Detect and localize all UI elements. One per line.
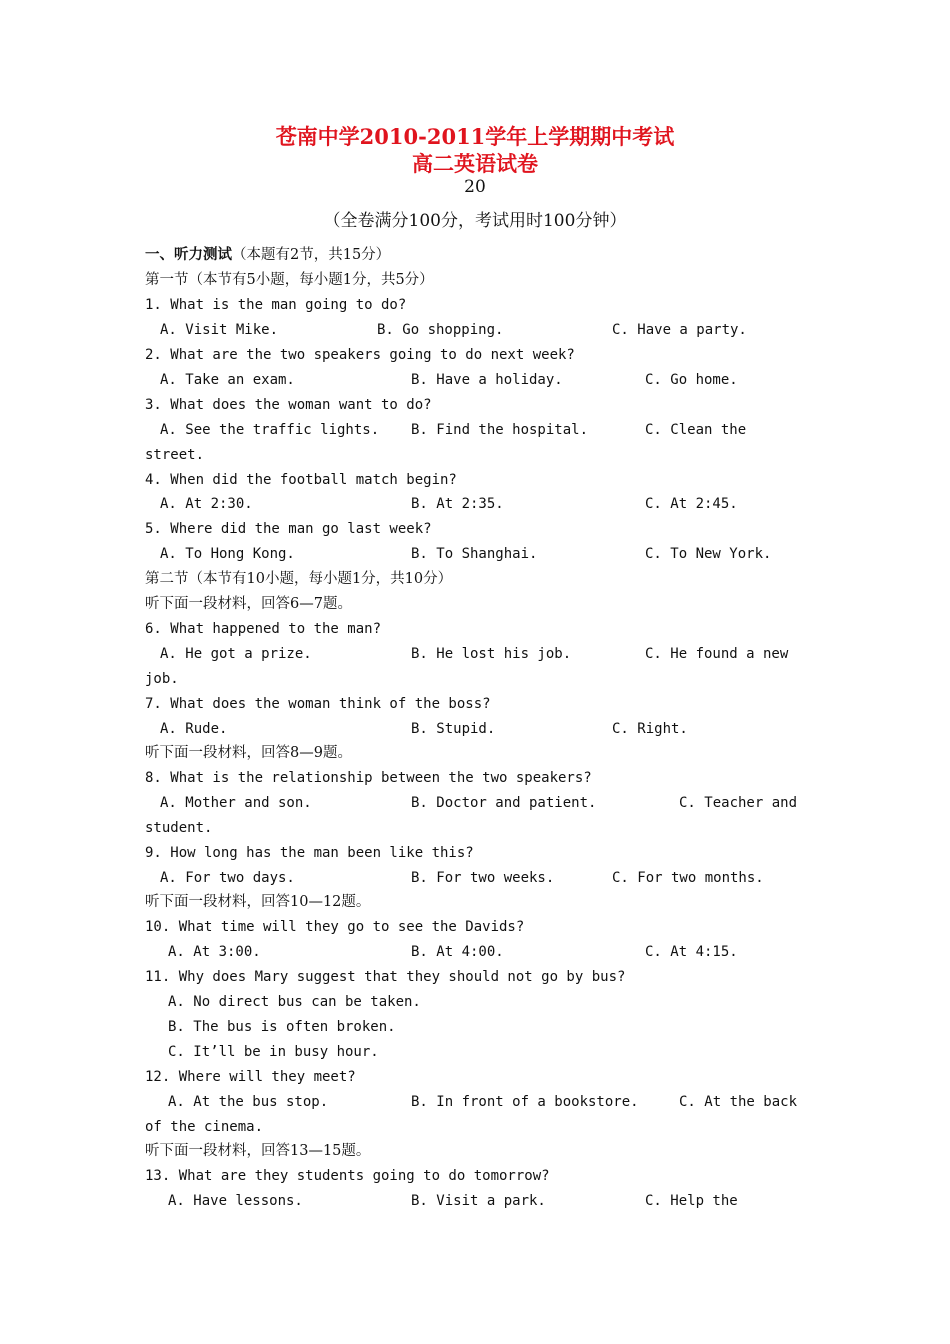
option-c: C. Right. <box>612 721 688 737</box>
question-10: 10. What time will they go to see the Davids? <box>145 919 525 935</box>
option-a: A. Take an exam. <box>160 372 295 388</box>
question-9: 9. How long has the man been like this? <box>145 845 474 861</box>
question-8: 8. What is the relationship between the two speakers? <box>145 770 592 786</box>
question-11: 11. Why does Mary suggest that they should not go by bus? <box>145 969 626 985</box>
exam-score-time-note: （全卷满分100分，考试用时100分钟） <box>323 211 627 231</box>
option-a: A. Mother and son. <box>160 795 312 811</box>
option-c: C. Go home. <box>645 372 738 388</box>
option-c: C. Clean the <box>645 422 747 438</box>
option-a: A. At 2:30. <box>160 496 253 512</box>
option-c: C. Have a party. <box>612 322 747 338</box>
option-a: A. At the bus stop. <box>168 1094 329 1110</box>
exam-title: 苍南中学2010-2011学年上学期期中考试 <box>275 124 675 149</box>
question-7-options <box>145 717 845 741</box>
option-a: A. Rude. <box>160 721 228 737</box>
instruction-8-9: 听下面一段材料，回答8—9题。 <box>145 745 352 761</box>
question-3-options <box>145 418 845 442</box>
option-c: C. At the back <box>679 1094 798 1110</box>
option-c: C. At 4:15. <box>645 944 738 960</box>
question-6-option-c-continued: job. <box>145 671 179 687</box>
question-8-option-c-continued: student. <box>145 820 213 836</box>
question-2: 2. What are the two speakers going to do next week? <box>145 347 575 363</box>
option-c: C. To New York. <box>645 546 772 562</box>
question-11-option-a: A. No direct bus can be taken. <box>168 994 421 1010</box>
question-13: 13. What are they students going to do tomorrow? <box>145 1168 550 1184</box>
question-6: 6. What happened to the man? <box>145 621 382 637</box>
option-c: C. For two months. <box>612 870 764 886</box>
question-4-options <box>145 492 845 516</box>
page-number: 20 <box>464 177 486 197</box>
exam-subject-title: 高二英语试卷 <box>412 151 538 176</box>
option-c: C. Teacher and <box>679 795 798 811</box>
question-6-options <box>145 642 845 666</box>
option-a: A. To Hong Kong. <box>160 546 295 562</box>
option-b: B. For two weeks. <box>411 870 555 886</box>
question-12: 12. Where will they meet? <box>145 1069 356 1085</box>
option-a: A. He got a prize. <box>160 646 312 662</box>
question-12-option-c-continued: of the cinema. <box>145 1119 264 1135</box>
question-1-options <box>145 318 845 342</box>
option-b: B. Doctor and patient. <box>411 795 597 811</box>
option-b: B. He lost his job. <box>411 646 572 662</box>
option-a: A. Visit Mike. <box>160 322 279 338</box>
option-b: B. Visit a park. <box>411 1193 546 1209</box>
option-b: B. Have a holiday. <box>411 372 563 388</box>
question-10-options <box>145 940 845 964</box>
question-13-options <box>145 1189 845 1213</box>
question-9-options <box>145 866 845 890</box>
option-a: A. At 3:00. <box>168 944 261 960</box>
question-12-options <box>145 1090 845 1114</box>
question-11-option-c: C. It’ll be in busy hour. <box>168 1044 379 1060</box>
option-b: B. In front of a bookstore. <box>411 1094 639 1110</box>
section-note: （本题有2节，共15分） <box>232 247 391 263</box>
question-11-option-b: B. The bus is often broken. <box>168 1019 396 1035</box>
question-7: 7. What does the woman think of the boss? <box>145 696 491 712</box>
option-b: B. Go shopping. <box>377 322 504 338</box>
option-a: A. For two days. <box>160 870 295 886</box>
question-8-options <box>145 791 845 815</box>
question-3-option-c-continued: street. <box>145 447 205 463</box>
section-title: 一、听力测试 <box>145 246 232 263</box>
question-5-options <box>145 542 845 566</box>
part1-heading: 第一节（本节有5小题，每小题1分，共5分） <box>145 272 434 288</box>
option-c: C. He found a new <box>645 646 789 662</box>
instruction-13-15: 听下面一段材料，回答13—15题。 <box>145 1143 371 1159</box>
option-b: B. At 2:35. <box>411 496 504 512</box>
option-a: A. Have lessons. <box>168 1193 303 1209</box>
question-5: 5. Where did the man go last week? <box>145 521 432 537</box>
option-b: B. To Shanghai. <box>411 546 538 562</box>
part2-heading: 第二节（本节有10小题，每小题1分，共10分） <box>145 571 453 587</box>
section-heading <box>145 243 390 267</box>
option-b: B. At 4:00. <box>411 944 504 960</box>
instruction-6-7: 听下面一段材料，回答6—7题。 <box>145 596 352 612</box>
option-c: C. At 2:45. <box>645 496 738 512</box>
question-1: 1. What is the man going to do? <box>145 297 407 313</box>
instruction-10-12: 听下面一段材料，回答10—12题。 <box>145 894 371 910</box>
question-3: 3. What does the woman want to do? <box>145 397 432 413</box>
option-b: B. Stupid. <box>411 721 496 737</box>
option-c: C. Help the <box>645 1193 738 1209</box>
question-2-options <box>145 368 845 392</box>
option-b: B. Find the hospital. <box>411 422 589 438</box>
option-a: A. See the traffic lights. <box>160 422 380 438</box>
question-4: 4. When did the football match begin? <box>145 472 457 488</box>
